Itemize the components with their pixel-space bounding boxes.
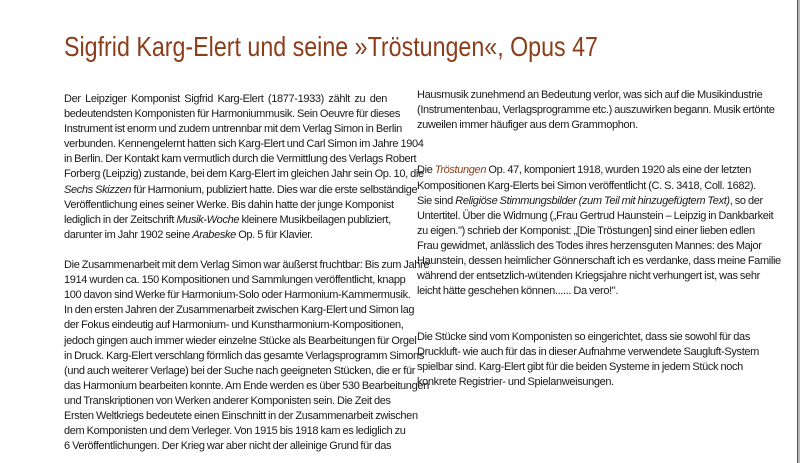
text-line: 1914 wurden ca. 150 Kompositionen und Sammlungen veröffentlicht, knapp: [64, 274, 406, 287]
text-run: Op. 47, komponiert 1918, wurden 1920 als eine der letzten: [486, 164, 752, 177]
text-line: Forberg (Leipzig) zustande, bei dem Karg-Elert im gleichen Jahr sein Op. 10, die: [64, 168, 424, 181]
paragraph-gap: [417, 133, 739, 148]
text-line: Die Stücke sind vom Komponisten so eingerichtet, dass sie sowohl für das: [417, 330, 750, 343]
text-run: lediglich in der Zeitschrift: [64, 213, 177, 226]
text-line: Frau gewidmet, anlässlich des Todes ihres herzensguten Mannes: des Major: [417, 239, 762, 252]
text-run: Sie sind: [417, 194, 456, 207]
page-title: Sigfrid Karg-Elert und seine »Tröstungen«, Opus 47: [64, 31, 598, 62]
right-paragraph-3: [417, 330, 759, 390]
text-run: Op. 5 für Klavier.: [235, 228, 313, 241]
left-column: [64, 92, 430, 454]
left-paragraph-1: [64, 92, 424, 243]
italic-title: Religiöse Stimmungsbilder (zum Teil mit hinzugefügtem Text): [455, 194, 730, 207]
text-line: zu eigen.") schrieb der Komponist: „[Die Tröstungen] sind einer lieben edlen: [417, 224, 755, 237]
text-line: Kompositionen Karg-Elerts bei Simon veröffentlicht (C. S. 3418, Coll. 1682).: [417, 179, 756, 192]
text-line: [417, 194, 763, 209]
text-line: Die Zusammenarbeit mit dem Verlag Simon war äußerst fruchtbar: Bis zum Jahre: [64, 259, 430, 272]
text-line: [417, 163, 752, 178]
text-line: leicht hätte geschehen können...... Da vero!".: [417, 285, 619, 298]
paragraph-gap: [64, 243, 387, 258]
text-line: in Druck. Karg-Elert verschlang förmlich das gesamte Verlagsprogramm Simons: [64, 349, 424, 362]
text-run: für Harmonium, publiziert hatte. Dies war die erste selbständige: [131, 183, 418, 196]
paragraph-gap: [417, 299, 739, 314]
text-line: in Berlin. Der Kontakt kam vermutlich durch die Vermittlung des Verlags Robert: [64, 153, 417, 166]
paragraph-gap: [417, 148, 739, 163]
italic-title: Arabeske: [192, 228, 236, 241]
right-paragraph-2: [417, 163, 781, 299]
text-line: Untertitel. Über die Widmung („Frau Gertrud Haunstein – Leipzig in Dankbarkeit: [417, 209, 774, 222]
work-title-accent: Tröstungen: [434, 164, 487, 177]
italic-title: Musik-Woche: [176, 213, 240, 226]
text-line: (Instrumentenbau, Verlagsprogramme etc.) auszuwirken begann. Musik ertönte: [417, 104, 775, 117]
right-paragraph-1: [417, 88, 775, 133]
text-line: Instrument ist enorm und zudem untrennbar mit dem Verlag Simon in Berlin: [64, 123, 402, 136]
text-line: In den ersten Jahren der Zusammenarbeit zwischen Karg-Elert und Simon lag: [64, 304, 415, 317]
text-line: das Harmonium bearbeiten konnte. Am Ende werden es über 530 Bearbeitungen: [64, 379, 429, 392]
text-line: [64, 228, 387, 243]
paragraph-gap: [417, 314, 739, 329]
text-line: Der Leipziger Komponist Sigfrid Karg-Elert (1877-1933) zählt zu den: [64, 93, 387, 105]
left-paragraph-2: [64, 258, 430, 454]
text-line: 6 Veröffentlichungen. Der Krieg war aber nicht der alleinige Grund für das: [64, 440, 392, 453]
text-line: Druckluft- wie auch für das in dieser Aufnahme verwendete Saugluft-System: [417, 345, 759, 358]
text-run: Die: [417, 164, 435, 177]
text-line: verbunden. Kennengelernt hatten sich Karg-Elert und Carl Simon im Jahre 1904: [64, 138, 424, 151]
text-run: , so der: [729, 194, 763, 207]
text-line: Veröffentlichung eines seiner Werke. Bis dahin hatte der junge Komponist: [64, 198, 394, 211]
text-line: konkrete Registrier- und Spielanweisungen.: [417, 375, 614, 388]
text-run: kleinere Musikbeilagen publiziert,: [239, 213, 391, 226]
text-line: spielbar sind. Karg-Elert gibt für die beiden Systeme in jedem Stück noch: [417, 360, 743, 373]
text-run: darunter im Jahr 1902 seine: [64, 228, 193, 241]
text-line: bedeutendsten Komponisten für Harmoniummusik. Sein Oeuvre für dieses: [64, 108, 400, 121]
text-line: [64, 213, 391, 228]
text-line: Hausmusik zunehmend an Bedeutung verlor, was sich auf die Musikindustrie: [417, 89, 763, 101]
text-line: 100 davon sind Werke für Harmonium-Solo oder Harmonium-Kammermusik.: [64, 289, 411, 302]
text-line: Haunstein, dessen heimlicher Gönnerschaft ich es verdanke, dass meine Familie: [417, 255, 781, 268]
text-line: jedoch gingen auch immer wieder einzelne Stücke als Bearbeitungen für Orgel: [64, 334, 417, 347]
text-line: (und auch weiterer Verlage) bei der Suche nach geeigneten Stücken, die er für: [64, 364, 416, 377]
text-line: während der entsetzlich-wütenden Kriegsjahre nicht verhungert ist, was sehr: [417, 270, 760, 283]
text-line: [64, 183, 418, 198]
text-line: zuweilen immer häufiger aus dem Grammophon.: [417, 119, 638, 132]
italic-title: Sechs Skizzen: [64, 183, 132, 196]
text-line: der Fokus eindeutig auf Harmonium- und Kunstharmonium-Kompositionen,: [64, 319, 404, 332]
text-line: dem Komponisten und dem Verleger. Von 1915 bis 1918 kam es lediglich zu: [64, 425, 406, 438]
text-line: Ersten Weltkriegs bedeutete einen Einschnitt in der Zusammenarbeit zwischen: [64, 409, 418, 422]
text-line: und Transkriptionen von Werken anderer Komponisten sein. Die Zeit des: [64, 394, 391, 407]
right-column: [417, 88, 781, 390]
